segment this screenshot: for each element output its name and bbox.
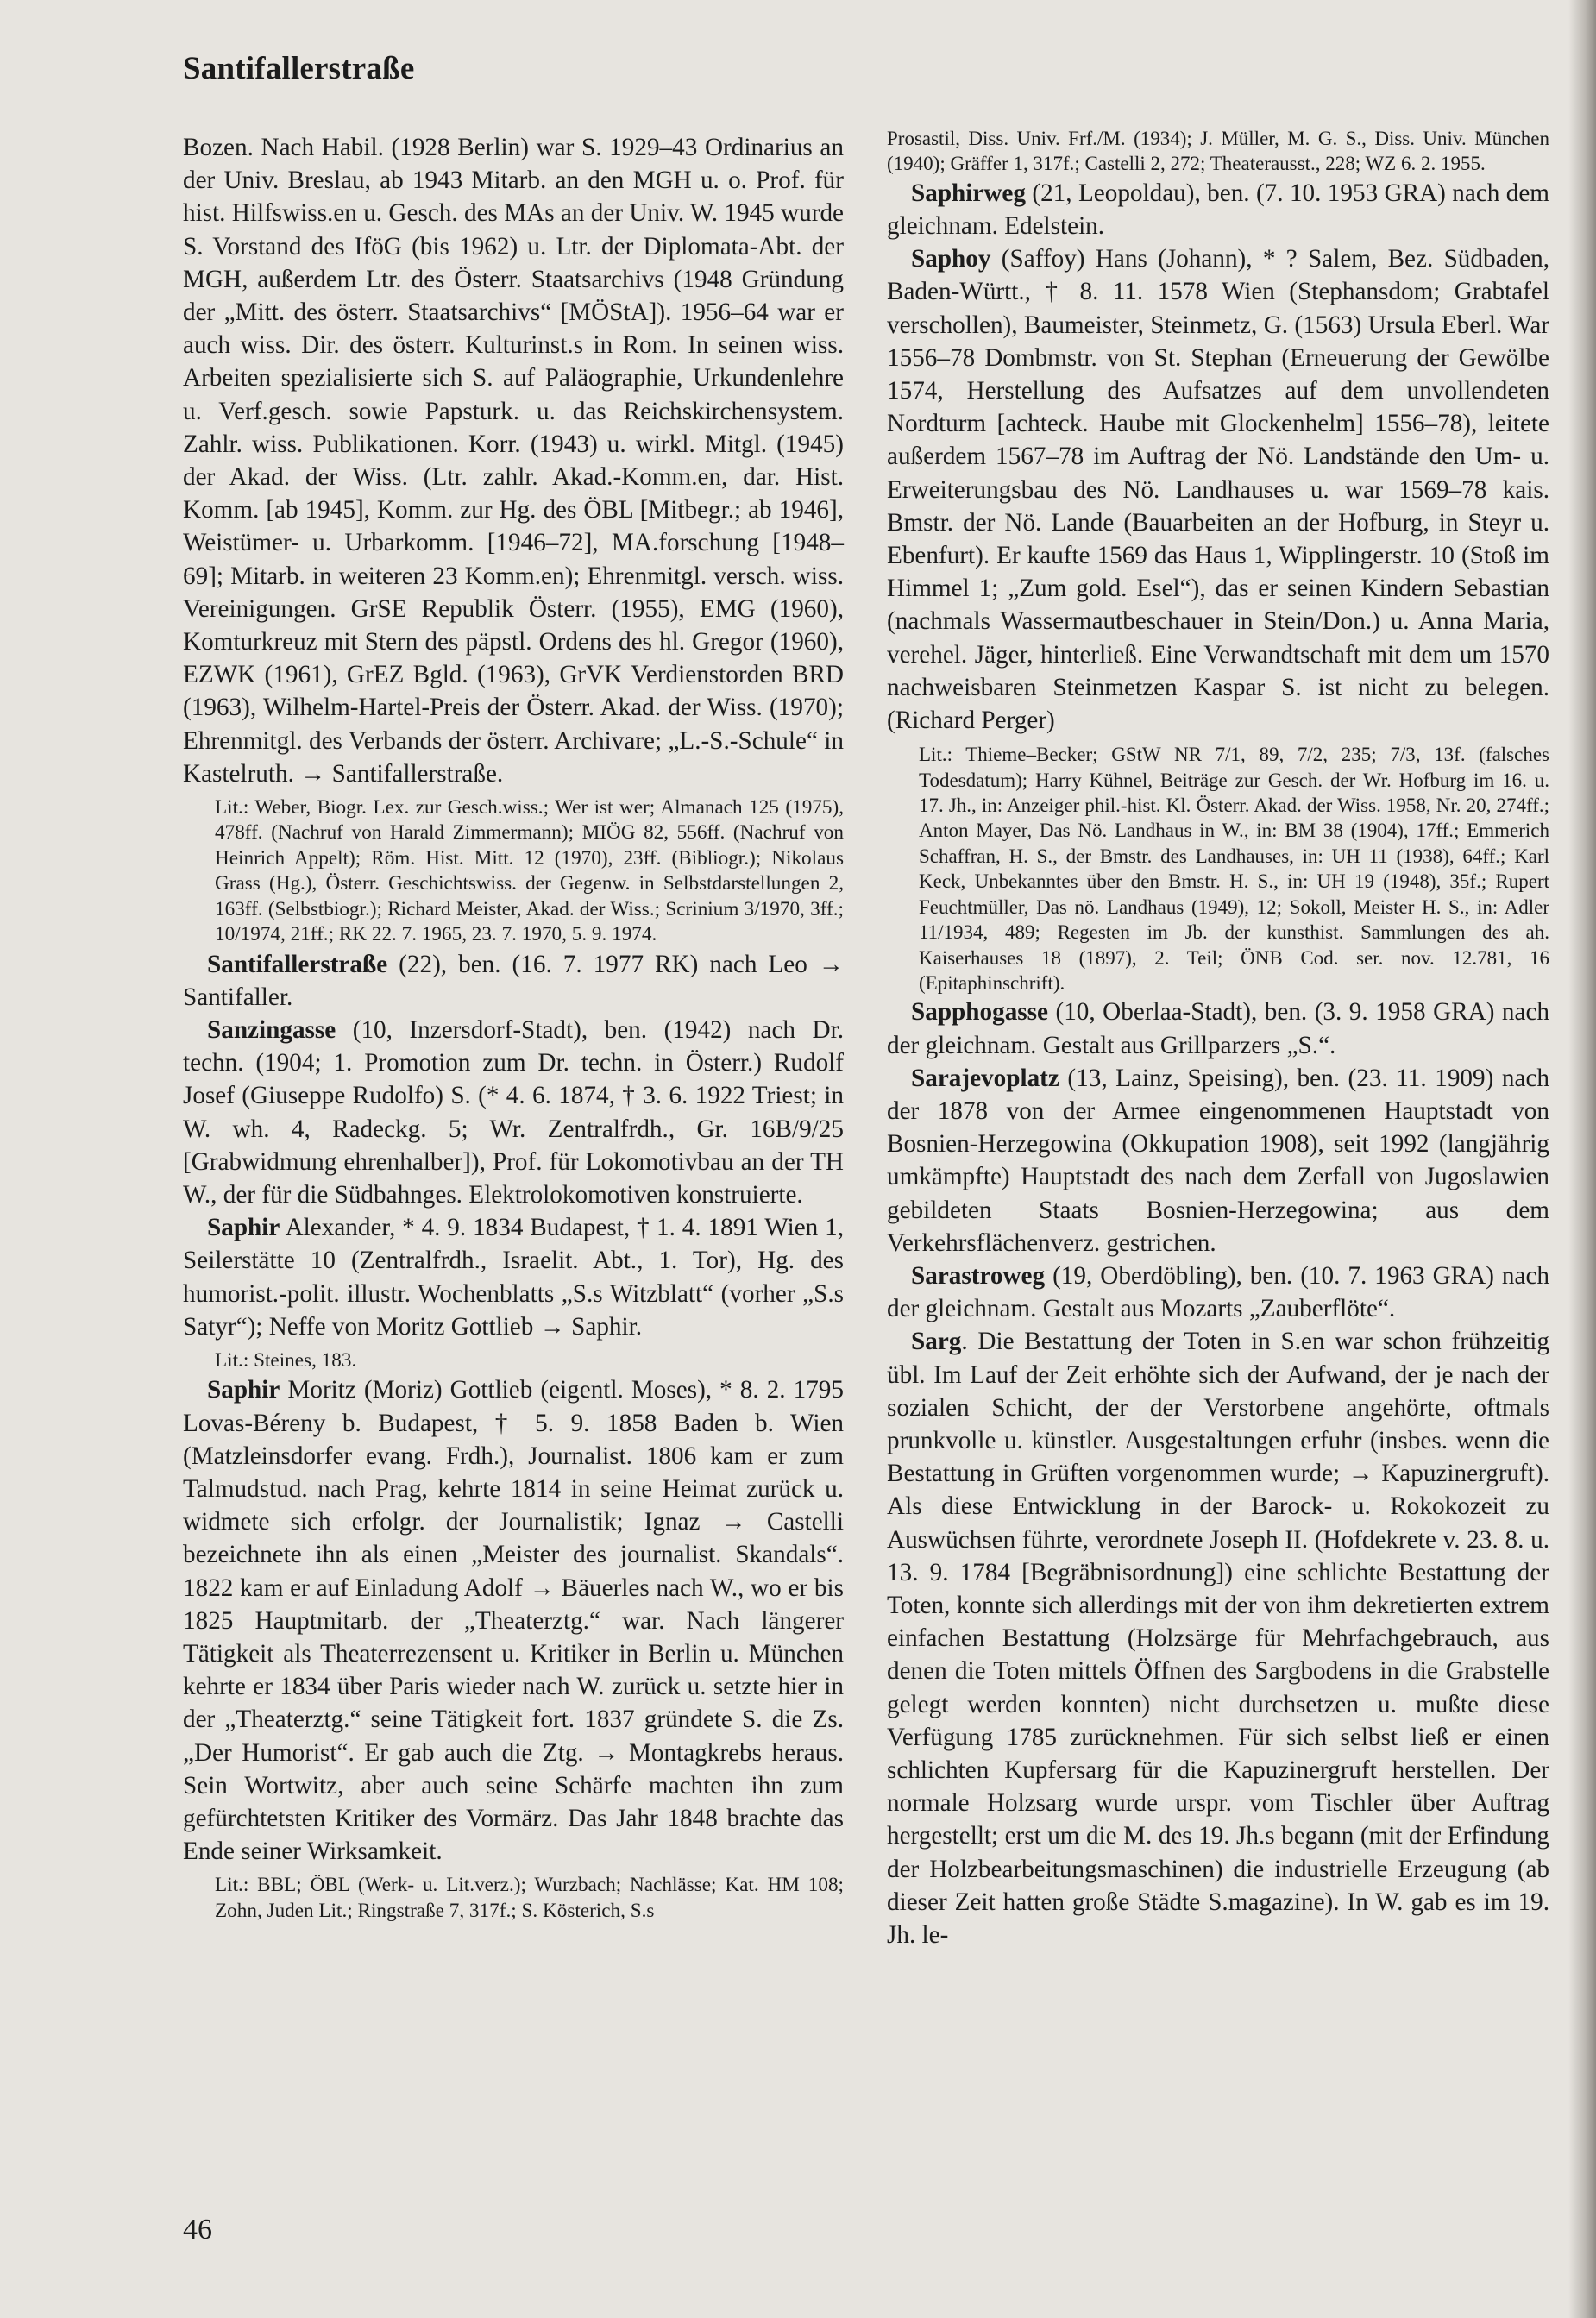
page-edge-shadow [1568, 0, 1596, 2318]
running-header: Santifallerstraße [183, 51, 415, 86]
headword: Sapphogasse [911, 998, 1048, 1027]
headword: Sarajevoplatz [911, 1064, 1059, 1092]
entry-text: (19, Oberdöbling), ben. (10. 7. 1963 GRA) nach der gleichnam. Gestalt aus Mozarts „Zauberflöte“. [887, 1261, 1549, 1323]
left-column [183, 131, 844, 1924]
entry-sarg [887, 1325, 1549, 1951]
entry-text: (Saffoy) Hans (Johann), * ? Salem, Bez. Südbaden, Baden-Württ., † 8. 11. 1578 Wien (Stephansdom; Grabtafel verschollen), Baumeister, Steinmetz, G. (1563) Ursula Eberl. War 1556–78 Dombmstr. von St. Stephan (Erneuerung der Gewölbe 1574, Herstellung des Aufsatzes auf dem unvollendeten Nordturm [achteck. Haube mit Glockenhelm] 1556–78), leitete außerdem 1567–78 im Auftrag der Nö. Landstände den Um- u. Erweiterungsbau des Nö. Landhauses u. war 1569–78 kais. Bmstr. der Nö. Lande (Bauarbeiten an der Hofburg, in Steyr u. Ebenfurt). Er kaufte 1569 das Haus 1, Wipplingerstr. 10 (Stoß im Himmel 1; „Zum gold. Esel“), das er seinen Kindern Sebastian (nachmals Wassermautbeschauer in Stein/Don.) u. Anna Maria, verehel. Jäger, hinterließ. Eine Verwandtschaft mit dem um 1570 nachweisbaren Steinmetzen Kaspar S. ist nicht zu belegen. (Richard Perger) [887, 245, 1549, 735]
headword: Saphir [207, 1214, 280, 1242]
entry-text: Moritz (Moriz) Gottlieb (eigentl. Moses), * 8. 2. 1795 Lovas-Béreny b. Budapest, † 5. 9. 1858 Baden b. Wien (Matzleinsdorfer evang. Frdh.), Journalist. 1806 kam er zum Talmudstud. nach Prag, kehrte 1814 in seine Heimat zurück u. widmete sich erfolgr. der Journalistik; Ignaz → Castelli bezeichnete ihn als einen „Meister des journalist. Skandals“. 1822 kam er auf Einladung Adolf → Bäuerles nach W., wo er bis 1825 Hauptmitarb. der „Theaterztg.“ war. Nach längerer Tätigkeit als Theaterrezensent u. Kritiker in Berlin u. München kehrte er 1834 über Paris wieder nach W. zurück u. setzte hier in der „Theaterztg.“ seine Tätigkeit fort. 1837 gründete S. die Zs. „Der Humorist“. Er gab auch die Ztg. → Montagkrebs heraus. Sein Wortwitz, aber auch seine Schärfe machten ihn zum gefürchtetsten Kritiker des Vormärz. Das Jahr 1848 brachte das Ende seiner Wirksamkeit. [183, 1376, 844, 1866]
literature-saphir-alexander: Lit.: Steines, 183. [215, 1348, 357, 1372]
entry-text: Alexander, * 4. 9. 1834 Budapest, † 1. 4. 1891 Wien 1, Seilerstätte 10 (Zentralfrdh., Israelit. Abt., 1. Tor), Hg. des humorist.-polit. illustr. Wochenblatts „S.s Witzblatt“ (vorher „S.s Satyr“); Neffe von Moritz Gottlieb → Saphir. [183, 1214, 844, 1341]
entry-saphir-moritz [183, 1373, 844, 1868]
entry-sapphogasse [887, 996, 1549, 1061]
headword: Sarg [911, 1328, 962, 1356]
entry-text: . Die Bestattung der Toten in S.en war schon frühzeitig übl. Im Lauf der Zeit erhöhte sich der Aufwand, der je nach der sozialen Schicht, der der Verstorbene angehörte, oftmals prunkvolle u. künstler. Ausgestaltungen erfuhr (insbes. wenn die Bestattung in Grüften vorgenommen wurde; → Kapuzinergruft). Als diese Entwicklung in der Barock- u. Rokokozeit zu Auswüchsen führte, verordnete Joseph II. (Hofdekrete v. 23. 8. u. 13. 9. 1784 [Begräbnisordnung]) eine schlichte Bestattung der Toten, konnte sich allerdings mit der von ihm dekretierten extrem einfachen Bestattung (Holzsärge für Mehrfachgebrauch, aus denen die Toten mittels Öffnen des Sargbodens in die Grabstelle gelegt werden konnten) nicht durchsetzen u. mußte diese Verfügung 1785 zurücknehmen. Für sich selbst ließ er einen schlichten Kupfersarg für die Kapuzinergruft herstellen. Der normale Holzsarg wurde urspr. vom Tischler über Auftrag hergestellt; erst um die M. des 19. Jh.s begann (mit der Erfindung der Holzbearbeitungsmaschinen) die industrielle Erzeugung (ab dieser Zeit hatten große Städte S.magazine). In W. gab es im 19. Jh. le- [887, 1328, 1549, 1950]
entry-santifaller-continuation: Bozen. Nach Habil. (1928 Berlin) war S. 1929–43 Ordinarius an der Univ. Breslau, ab 1943 Mitarb. an den MGH u. o. Prof. für hist. Hilfswiss.en u. Gesch. des MAs an der Univ. W. 1945 wurde S. Vorstand des IföG (bis 1962) u. Ltr. der Diplomata-Abt. der MGH, außerdem Ltr. des Österr. Staatsarchivs (1948 Gründung der „Mitt. des österr. Staatsarchivs“ [MÖStA]). 1956–64 war er auch wiss. Dir. des österr. Kulturinst.s in Rom. In seinen wiss. Arbeiten spezialisierte sich S. auf Paläographie, Urkundenlehre u. Verf.gesch. sowie Papsturk. u. das Reichskirchensystem. Zahlr. wiss. Publikationen. Korr. (1943) u. wirkl. Mitgl. (1945) der Akad. der Wiss. (Ltr. zahlr. Akad.-Komm.en, dar. Hist. Komm. [ab 1945], Komm. zur Hg. des ÖBL [Mitbegr.; ab 1946], Weistümer- u. Urbarkomm. [1946–72], MA.forschung [1948–69]; Mitarb. in weiteren 23 Komm.en); Ehrenmitgl. versch. wiss. Vereinigungen. GrSE Republik Österr. (1955), EMG (1960), Komturkreuz mit Stern des päpstl. Ordens des hl. Gregor (1960), EZWK (1961), GrEZ Bgld. (1963), GrVK Verdienstorden BRD (1963), Wilhelm-Hartel-Preis der Österr. Akad. der Wiss. (1970); Ehrenmitgl. des Verbands der österr. Archivare; „L.-S.-Schule“ in Kastelruth. → Santifallerstraße. [183, 134, 844, 788]
entry-saphoy [887, 242, 1549, 737]
literature-saphir-moritz-continued: Prosastil, Diss. Univ. Frf./M. (1934); J. Müller, M. G. S., Diss. Univ. München (1940); Gräffer 1, 317f.; Castelli 2, 272; Theaterausst., 228; WZ 6. 2. 1955. [887, 128, 1549, 175]
entry-sarajevoplatz [887, 1062, 1549, 1260]
literature-saphoy: Lit.: Thieme–Becker; GStW NR 7/1, 89, 7/2, 235; 7/3, 13f. (falsches Todesdatum); Harry Kühnel, Beiträge zur Gesch. der Wr. Hofburg im 16. u. 17. Jh., in: Anzeiger phil.-hist. Kl. Österr. Akad. der Wiss. 1958, Nr. 20, 274ff.; Anton Mayer, Das Nö. Landhaus in W., in: BM 38 (1904), 17ff.; Emmerich Schaffran, H. S., der Bmstr. des Landhauses, in: UH 11 (1938), 64ff.; Karl Keck, Unbekanntes über den Bmstr. H. S., in: UH 19 (1948), 35f.; Rupert Feuchtmüller, Das nö. Landhaus (1949), 12; Sokoll, Meister H. S., in: Adler 11/1934, 489; Regesten im Jb. der kunsthist. Sammlungen des ah. Kaiserhauses 18 (1897), 2. Teil; ÖNB Cod. ser. nov. 12.781, 16 (Epitaphinschrift). [919, 744, 1549, 994]
literature-saphir-moritz: Lit.: BBL; ÖBL (Werk- u. Lit.verz.); Wurzbach; Nachlässe; Kat. HM 108; Zohn, Juden Lit.; Ringstraße 7, 317f.; S. Kösterich, S.s [215, 1874, 844, 1922]
entry-text: (10, Inzersdorf-Stadt), ben. (1942) nach Dr. techn. (1904; 1. Promotion zum Dr. techn. in Österr.) Rudolf Josef (Giuseppe Rudolfo) S. (* 4. 6. 1874, † 3. 6. 1922 Triest; in W. wh. 4, Radeckg. 5; Wr. Zentralfrdh., Gr. 16B/9/25 [Grabwidmung ehrenhalber]), Prof. für Lokomotivbau an der TH W., der für die Südbahnges. Elektrolokomotiven konstruierte. [183, 1015, 844, 1209]
entry-santifallerstrasse [183, 948, 844, 1014]
right-column [887, 126, 1549, 1951]
page-number: 46 [183, 2214, 212, 2246]
headword: Sanzingasse [207, 1015, 336, 1044]
headword: Sarastroweg [911, 1261, 1046, 1290]
headword: Saphoy [911, 245, 991, 273]
headword: Saphir [207, 1376, 280, 1404]
entry-text: (10, Oberlaa-Stadt), ben. (3. 9. 1958 GRA) nach der gleichnam. Gestalt aus Grillparzers „S.“. [887, 998, 1549, 1059]
entry-saphir-alexander [183, 1211, 844, 1343]
literature-santifaller: Lit.: Weber, Biogr. Lex. zur Gesch.wiss.; Wer ist wer; Almanach 125 (1975), 478ff. (Nachruf von Harald Zimmermann); MIÖG 82, 556ff. (Nachruf von Heinrich Appelt); Röm. Hist. Mitt. 12 (1970), 23ff. (Bibliogr.); Nikolaus Grass (Hg.), Österr. Geschichtswiss. der Gegenw. in Selbstdarstellungen 2, 163ff. (Selbstbiogr.); Richard Meister, Akad. der Wiss.; Scrinium 3/1970, 3ff.; 10/1974, 21ff.; RK 22. 7. 1965, 23. 7. 1970, 5. 9. 1974. [215, 796, 844, 946]
entry-text: (22), ben. (16. 7. 1977 RK) nach Leo → Santifaller. [183, 950, 844, 1011]
headword: Saphirweg [911, 179, 1026, 207]
entry-text: (13, Lainz, Speising), ben. (23. 11. 1909) nach der 1878 von der Armee eingenommenen Hauptstadt von Bosnien-Herzegowina (Okkupation 1908), seit 1992 (langjährig umkämpfte) Hauptstadt des nach dem Zerfall von Jugoslawien gebildeten Staats Bosnien-Herzegowina; aus dem Verkehrsflächenverz. gestrichen. [887, 1064, 1549, 1257]
headword: Santifallerstraße [207, 950, 388, 978]
entry-sarastroweg [887, 1260, 1549, 1325]
entry-sanzingasse [183, 1014, 844, 1211]
entry-saphirweg [887, 177, 1549, 242]
entry-text: (21, Leopoldau), ben. (7. 10. 1953 GRA) nach dem gleichnam. Edelstein. [887, 179, 1549, 241]
